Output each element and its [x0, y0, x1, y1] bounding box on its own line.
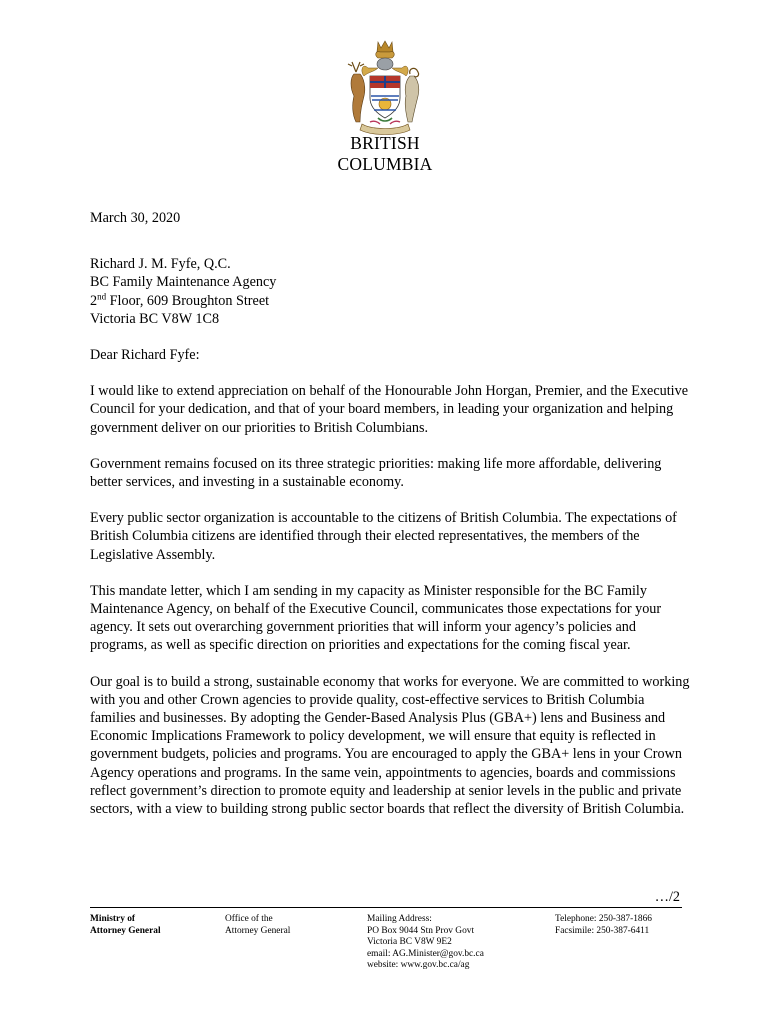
paragraph: Every public sector organization is accountable to the citizens of British Columbia. The expectations of British Columbia citizens are identified through their elected representatives, the members of the Legislative Assembly. — [90, 510, 677, 563]
recipient-street: 2nd Floor, 609 Broughton Street — [90, 290, 270, 309]
paragraph: Government remains focused on its three strategic priorities: making life more affordable, delivering better services, and investing in a sustainable economy. — [90, 455, 662, 491]
salutation: Dear Richard Fyfe: — [90, 347, 200, 364]
footer-mailing-address: Mailing Address: PO Box 9044 Stn Prov Govt Victoria BC V8W 9E2 email: AG.Minister@gov.bc.ca website: www.gov.bc.ca/ag — [367, 914, 484, 971]
letterhead-line2: COLUMBIA — [337, 154, 433, 174]
paragraph: I would like to extend appreciation on behalf of the Honourable John Horgan, Premier, and the Executive Council for your dedication, and that of your board members, in leading your organization and helping government deliver on our priorities to British Columbians. — [90, 383, 689, 436]
letterhead-title — [285, 133, 485, 175]
bc-coat-of-arms-icon — [338, 38, 432, 138]
footer-office: Office of the Attorney General — [225, 914, 291, 936]
letter-body — [90, 209, 690, 836]
paragraph: Our goal is to build a strong, sustainable economy that works for everyone. We are committed to working with you and other Crown agencies to provide quality, cost-effective services to British Columbia families and businesses. By adopting the Gender-Based Analysis Plus (GBA+) lens and Business and Economic Implications Framework to policy development, we will ensure that equity is reflected in government budgets, policies and programs. You are encouraged to apply the GBA+ lens in your Crown Agency operations and programs. In the same vein, appointments to agencies, boards and commissions reflect government’s direction to promote equity and leadership at senior levels in the public and private sectors, with a view to building strong public sector boards that reflect the diversity of British Columbia. — [90, 673, 690, 818]
recipient-name: Richard J. M. Fyfe, Q.C. — [90, 256, 231, 273]
paragraph: This mandate letter, which I am sending in my capacity as Minister responsible for the BC Family Maintenance Agency, on behalf of the Executive Council, communicates those expectations for your agency. It sets out overarching government priorities that will inform your agency’s policies and programs, as well as specific direction on priorities and expectations for the coming fiscal year. — [90, 582, 662, 654]
recipient-organization: BC Family Maintenance Agency — [90, 274, 277, 291]
footer-divider — [90, 907, 682, 908]
letterhead-line1: BRITISH — [350, 133, 420, 153]
footer-phone: Telephone: 250-387-1866 Facsimile: 250-387-6411 — [555, 914, 652, 936]
recipient-city: Victoria BC V8W 1C8 — [90, 310, 220, 327]
letter-date: March 30, 2020 — [90, 210, 181, 226]
footer-ministry: Ministry of Attorney General — [90, 914, 161, 936]
page-continuation: …/2 — [654, 889, 680, 905]
footer-website: website: www.gov.bc.ca/ag — [367, 960, 470, 971]
footer-email: email: AG.Minister@gov.bc.ca — [367, 948, 484, 959]
